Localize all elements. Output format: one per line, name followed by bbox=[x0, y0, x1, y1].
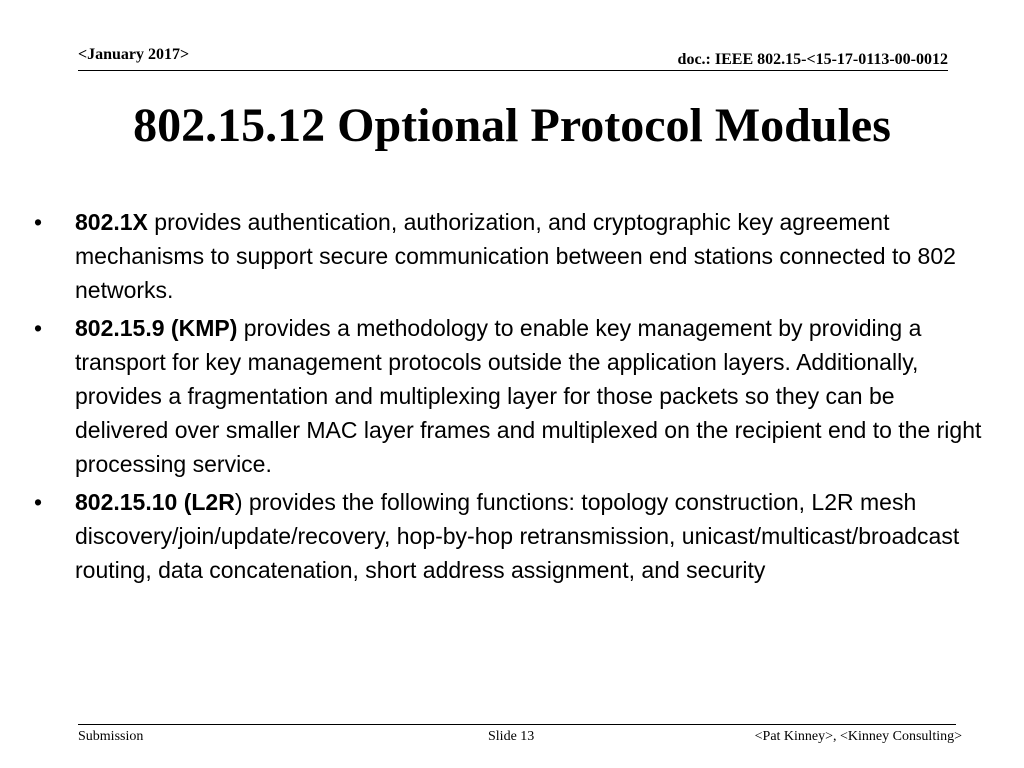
bullet-marker: • bbox=[34, 489, 43, 515]
bullet-term: 802.15.9 (KMP) bbox=[75, 315, 238, 341]
slide-title: 802.15.12 Optional Protocol Modules bbox=[133, 99, 891, 152]
bullet-text: provides authentication, authorization, and cryptographic key agreement mechanisms to support secure communication between end stations connected to 802 networks. bbox=[75, 209, 956, 303]
bullet-marker: • bbox=[34, 209, 43, 235]
footer-submission: Submission bbox=[78, 729, 144, 744]
footer-author: <Pat Kinney>, <Kinney Consulting> bbox=[754, 729, 962, 744]
bullet-text: provides a methodology to enable key management by providing a transport for key management protocols outside the application layers. Additionally, provides a fragmentation and multiplexing layer for those packets so they can be delivered over smaller MAC layer frames and multiplexed on the recipient end to the right processing service. bbox=[75, 315, 982, 477]
bullet-list bbox=[24, 205, 984, 591]
bullet-item-l2r bbox=[24, 485, 984, 587]
bullet-item-kmp bbox=[24, 311, 984, 481]
bullet-term: 802.1X bbox=[75, 209, 148, 235]
bullet-marker: • bbox=[34, 315, 43, 341]
bullet-text: provides the following functions: topology construction, L2R mesh discovery/join/update/recovery, hop-by-hop retransmission, unicast/multicast/broadcast routing, data concatenation, short address assignment, and security bbox=[75, 489, 960, 583]
bullet-item-8021x bbox=[24, 205, 984, 307]
bullet-term: 802.15.10 (L2R bbox=[75, 489, 235, 515]
header-date: <January 2017> bbox=[78, 46, 190, 63]
footer-divider bbox=[78, 724, 956, 725]
header-doc-id: doc.: IEEE 802.15-<15-17-0113-00-0012 bbox=[677, 51, 948, 68]
footer-slide-number: Slide 13 bbox=[488, 729, 535, 744]
header-divider bbox=[78, 70, 948, 71]
bullet-term-suffix: ) bbox=[234, 489, 243, 515]
